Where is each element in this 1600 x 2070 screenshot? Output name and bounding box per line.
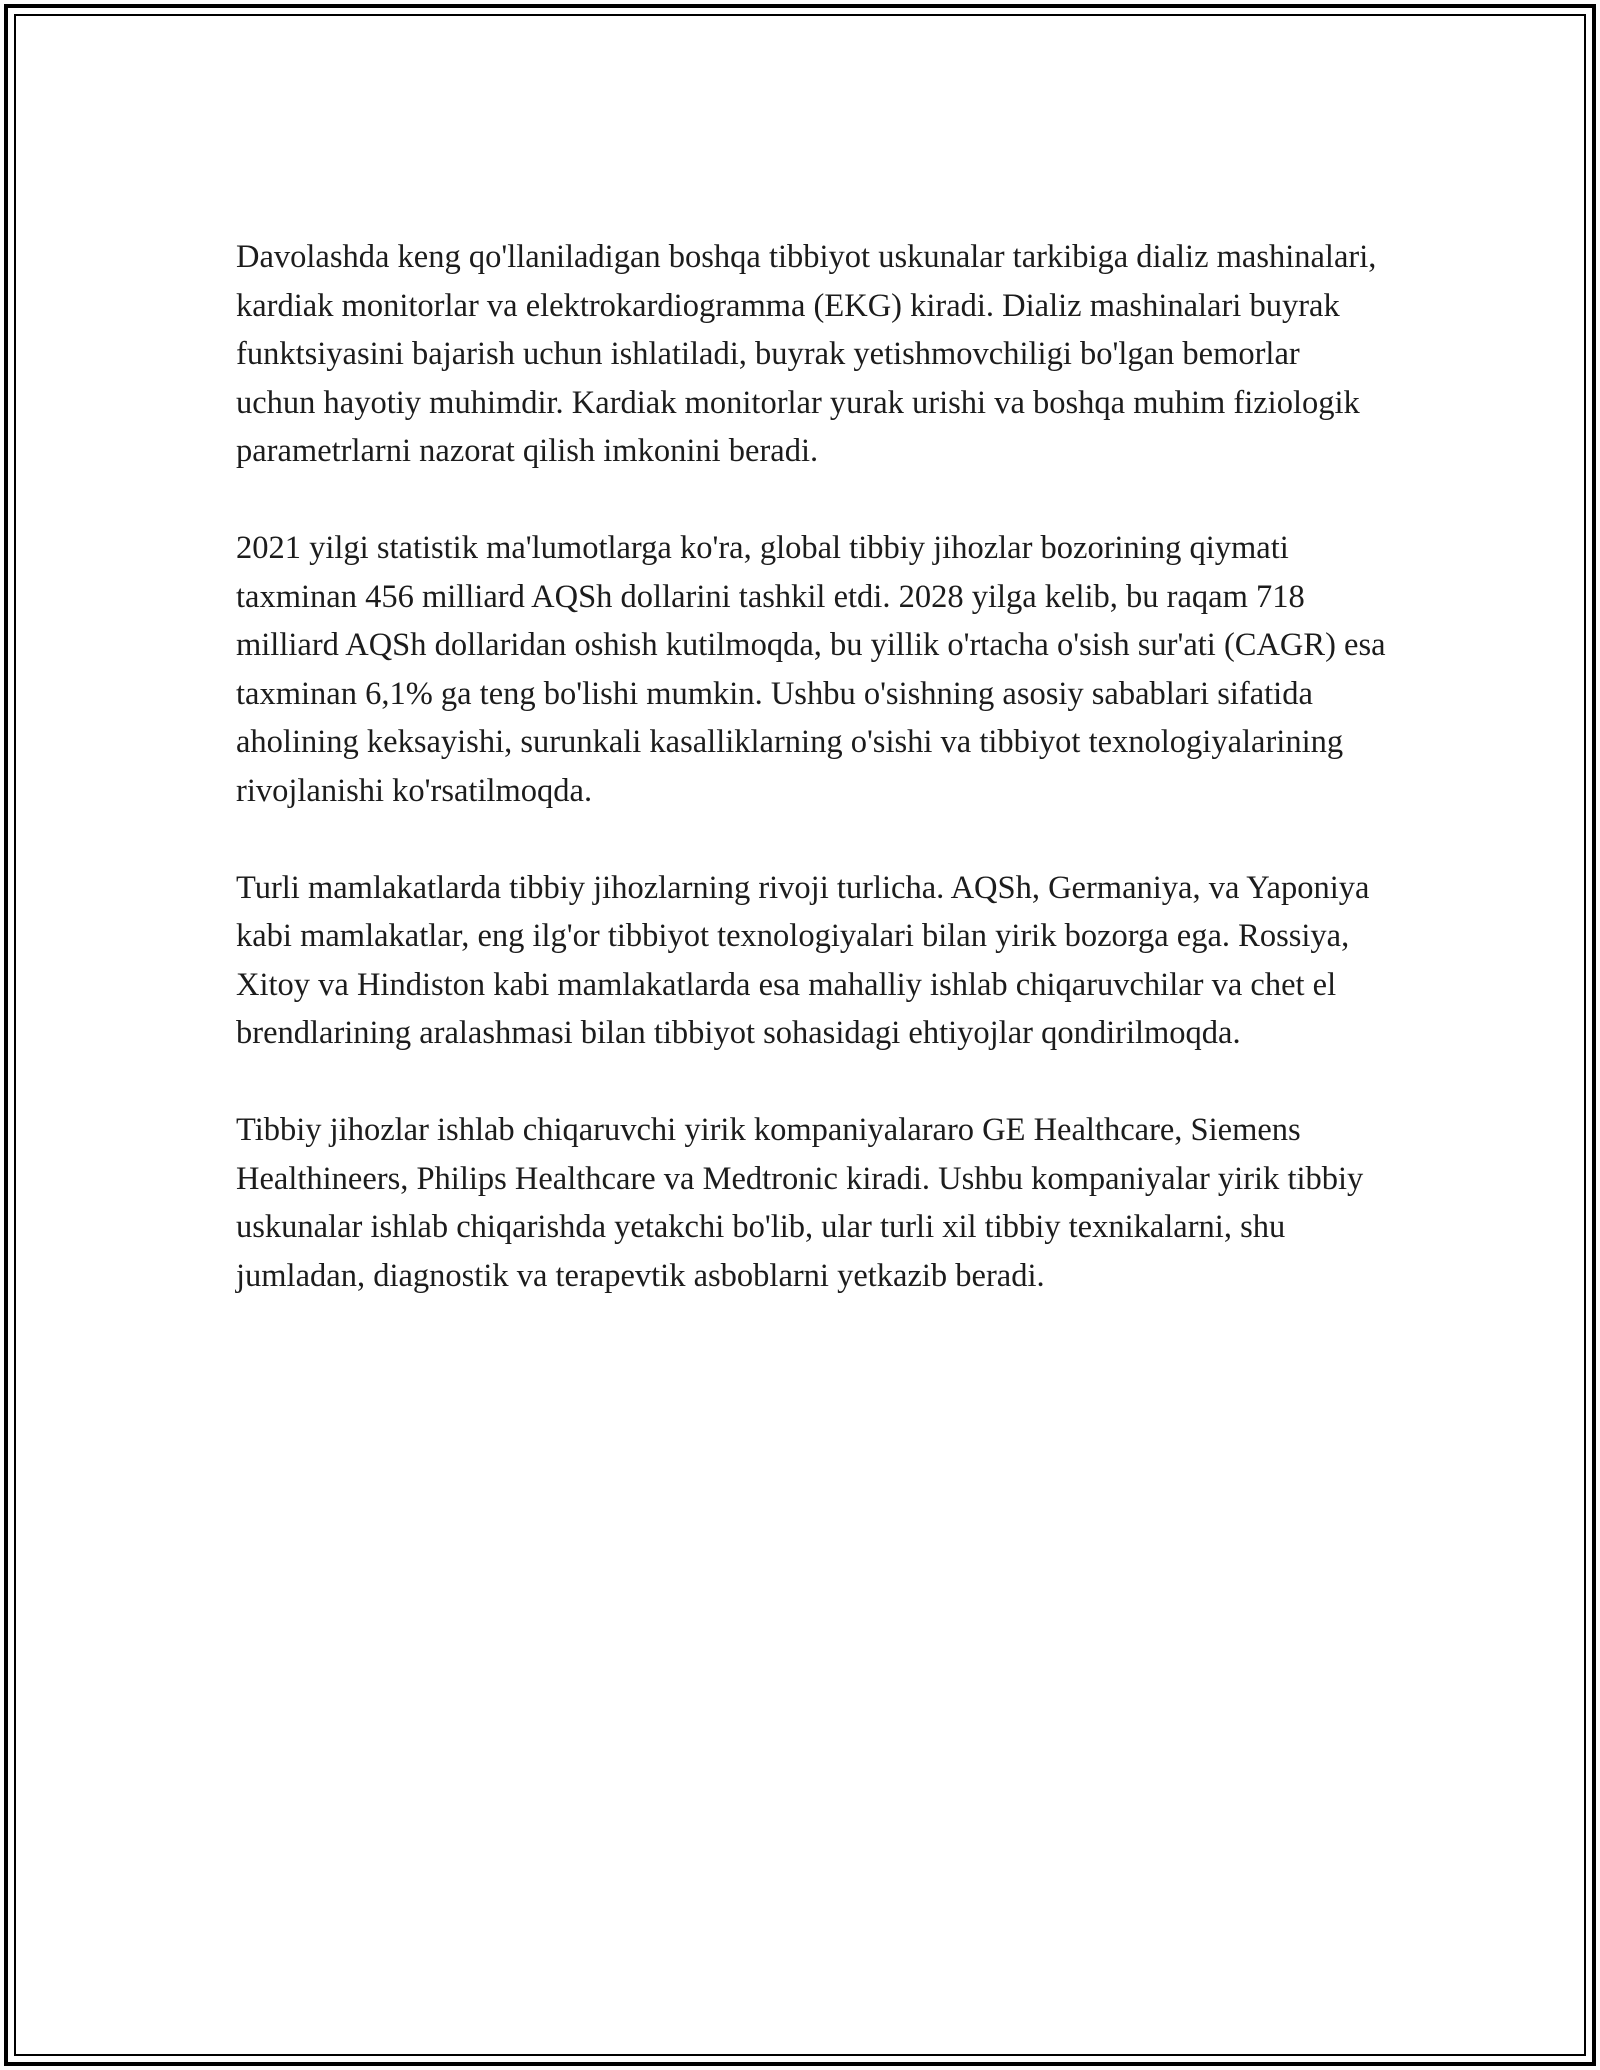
paragraph-countries: Turli mamlakatlarda tibbiy jihozlarning rivoji turlicha. AQSh, Germaniya, va Yaponiya kabi mamlakatlar, eng ilg'or tibbiyot texnologiyalari bilan yirik bozorga ega. Rossiya, Xitoy va Hindiston kabi mamlakatlarda esa mahalliy ishlab chiqaruvchilar va chet el brendlarining aralashmasi bilan tibbiyot sohasidagi ehtiyojlar qondirilmoqda. <box>236 869 1370 1051</box>
paragraph-manufacturers: Tibbiy jihozlar ishlab chiqaruvchi yirik kompaniyalararo GE Healthcare, Siemens Healthineers, Philips Healthcare va Medtronic kiradi. Ushbu kompaniyalar yirik tibbiy uskunalar ishlab chiqarishda yetakchi bo'lib, ular turli xil tibbiy texnikalarni, shu jumladan, diagnostik va terapevtik asboblarni yetkazib beradi. <box>236 1112 1364 1294</box>
paragraph-medical-equipment: Davolashda keng qo'llaniladigan boshqa tibbiyot uskunalar tarkibiga dializ mashinalari, kardiak monitorlar va elektrokardiogramma (EKG) kiradi. Dializ mashinalari buyrak funktsiyasini bajarish uchun ishlatiladi, buyrak yetishmovchiligi bo'lgan bemorlar uchun hayotiy muhimdir. Kardiak monitorlar yurak urishi va boshqa muhim fiziologik parametrlarni nazorat qilish imkonini beradi. <box>236 239 1377 469</box>
document-body <box>236 233 1386 1349</box>
paragraph-market-statistics: 2021 yilgi statistik ma'lumotlarga ko'ra, global tibbiy jihozlar bozorining qiymati taxminan 456 milliard AQSh dollarini tashkil etdi. 2028 yilga kelib, bu raqam 718 milliard AQSh dollaridan oshish kutilmoqda, bu yillik o'rtacha o'sish sur'ati (CAGR) esa taxminan 6,1% ga teng bo'lishi mumkin. Ushbu o'sishning asosiy sabablari sifatida aholining keksayishi, surunkali kasalliklarning o'sishi va tibbiyot texnologiyalarining rivojlanishi ko'rsatilmoqda. <box>236 530 1386 809</box>
